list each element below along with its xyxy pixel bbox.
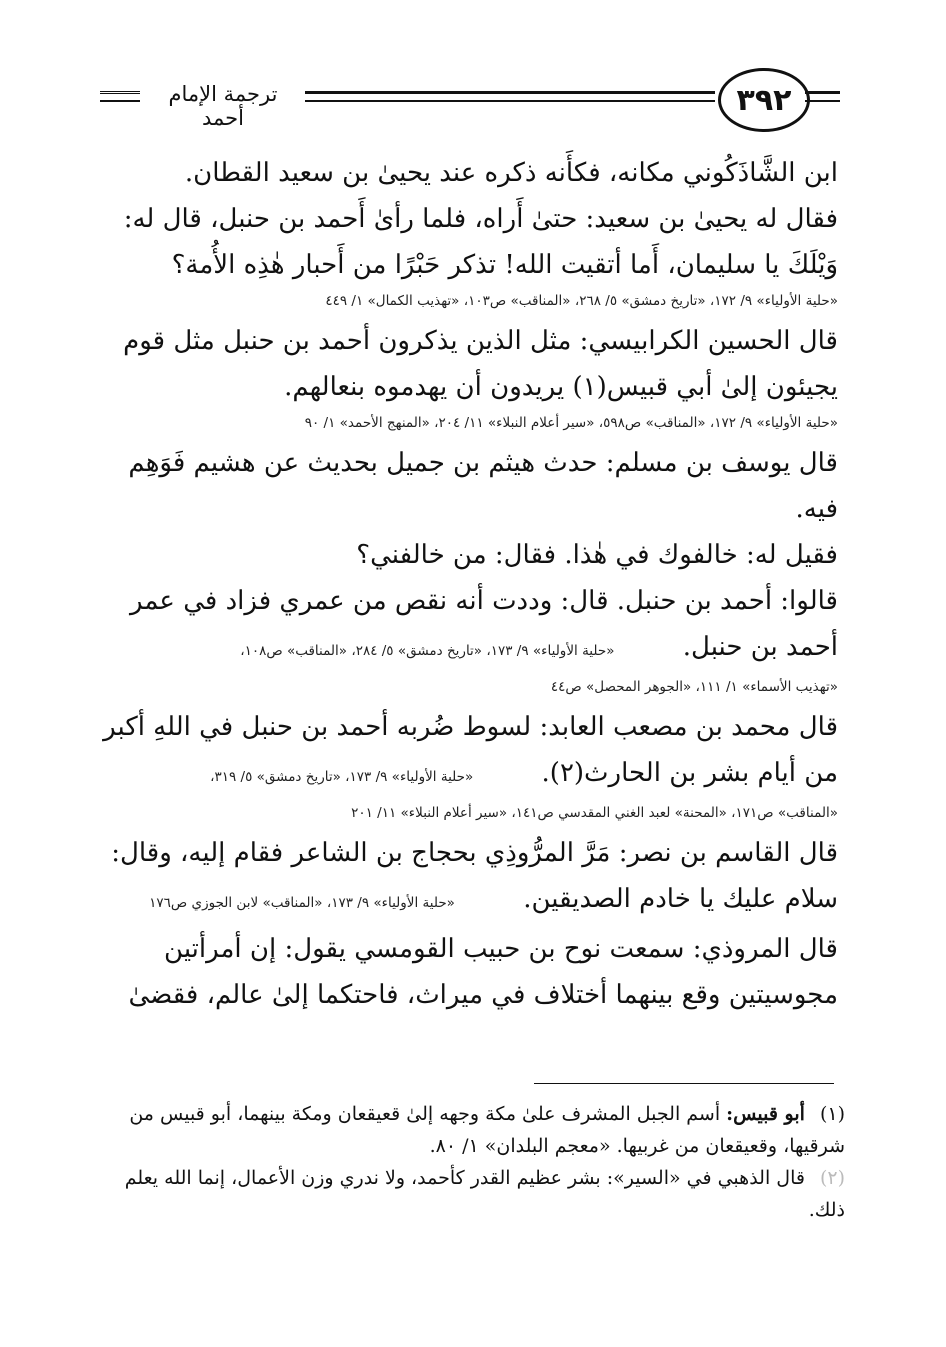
source-citation: «حلية الأولياء» ٩/ ١٧٣، «المناقب» لابن الجوزي ص١٧٦	[149, 895, 455, 911]
footnote-headword: أبو قبيس:	[726, 1103, 805, 1125]
footnote	[100, 1098, 845, 1162]
text-line: من أيام بشر بن الحارث(٢).	[541, 758, 838, 788]
text-line: وَيْلَكَ يا سليمان، أَما أتقيت الله! تذكر حَبْرًا من أَحبار هٰذِه الأُمة؟	[171, 250, 838, 280]
source-citation: «المناقب» ص١٧١، «المحنة» لعبد الغني المقدسي ص١٤١، «سير أعلام النبلاء» ١١/ ٢٠١	[351, 805, 838, 821]
text-line: قال الحسين الكرابيسي: مثل الذين يذكرون أحمد بن حنبل مثل قوم	[123, 326, 838, 356]
source-citation: «حلية الأولياء» ٩/ ١٧٢، «تاريخ دمشق» ٥/ ٢٦٨، «المناقب» ص١٠٣، «تهذيب الكمال» ١/ ٤٤٩	[325, 293, 838, 309]
footnotes	[100, 1098, 845, 1226]
text-line-with-source	[100, 624, 838, 674]
page-body	[100, 150, 838, 1018]
footnote	[100, 1162, 845, 1226]
text-line-with-source	[100, 750, 838, 800]
text-line: سلام عليك يا خادم الصديقين.	[523, 884, 838, 914]
text-line: ابن الشَّاذَكُوني مكانه، فكأَنه ذكره عند يحيىٰ بن سعيد القطان.	[184, 158, 838, 188]
text-line: فقال له يحيىٰ بن سعيد: حتىٰ أَراه، فلما رأىٰ أَحمد بن حنبل، قال له:	[123, 204, 838, 234]
source-citation: «حلية الأولياء» ٩/ ١٧٣، «تاريخ دمشق» ٥/ ٣١٩،	[210, 769, 474, 785]
header-rule-left	[100, 91, 140, 102]
text-line: يجيئون إلىٰ أبي قبيس(١) يريدون أن يهدموه بنعالهم.	[284, 372, 838, 402]
footnote-separator	[534, 1083, 834, 1084]
text-line: فقيل له: خالفوك في هٰذا. فقال: من خالفني؟	[356, 540, 838, 570]
text-line: قال محمد بن مصعب العابد: لسوط ضُربه أحمد بن حنبل في اللهِ أكبر	[103, 712, 838, 742]
footnote-number: (١)	[819, 1103, 845, 1125]
footnote-number: (٢)	[819, 1167, 845, 1189]
source-citation: «تهذيب الأسماء» ١/ ١١١، «الجوهر المحصل» ص٤٤	[550, 679, 838, 695]
source-citation: «حلية الأولياء» ٩/ ١٧٣، «تاريخ دمشق» ٥/ ٢٨٤، «المناقب» ص١٠٨،	[240, 643, 615, 659]
text-line: أحمد بن حنبل.	[682, 632, 838, 662]
header-rule-middle	[305, 91, 715, 102]
source-citation: «حلية الأولياء» ٩/ ١٧٢، «المناقب» ص٥٩٨، «سير أعلام النبلاء» ١١/ ٢٠٤، «المنهج الأحمد» ١/ ٩٠	[304, 415, 838, 431]
text-line: قال القاسم بن نصر: مَرَّ المرُّوذِي بحجاج بن الشاعر فقام إليه، وقال:	[111, 838, 838, 868]
footnote-text: قال الذهبي في «السير»: بشر عظيم القدر كأحمد، ولا ندري وزن الأعمال، إنما الله يعلم ذلك.	[124, 1167, 845, 1221]
text-line: قال يوسف بن مسلم: حدث هيثم بن جميل بحديث عن هشيم فَوَهِم فيه.	[128, 448, 838, 524]
text-line: مجوسيتين وقع بينهما أختلاف في ميراث، فاحتكما إلىٰ عالم، فقضىٰ	[128, 980, 838, 1010]
text-line-with-source	[100, 876, 838, 926]
text-line: قال المروذي: سمعت نوح بن حبيب القومسي يقول: إن أمرأتين	[164, 934, 838, 964]
page-header	[100, 60, 840, 138]
footnote-text: أسم الجبل المشرف علىٰ مكة وجهه إلىٰ قعيقعان ومكة بينهما، أبو قبيس من شرقيها، وقعيقعان من غربيها. «معجم البلدان» ١/ ٨٠.	[129, 1103, 845, 1157]
header-rule-right	[805, 91, 840, 102]
running-title: ترجمة الإمام أحمد	[168, 82, 278, 130]
page-number: ٣٩٢	[718, 68, 810, 132]
text-line: قالوا: أحمد بن حنبل. قال: وددت أنه نقص من عمري فزاد في عمر	[130, 586, 838, 616]
